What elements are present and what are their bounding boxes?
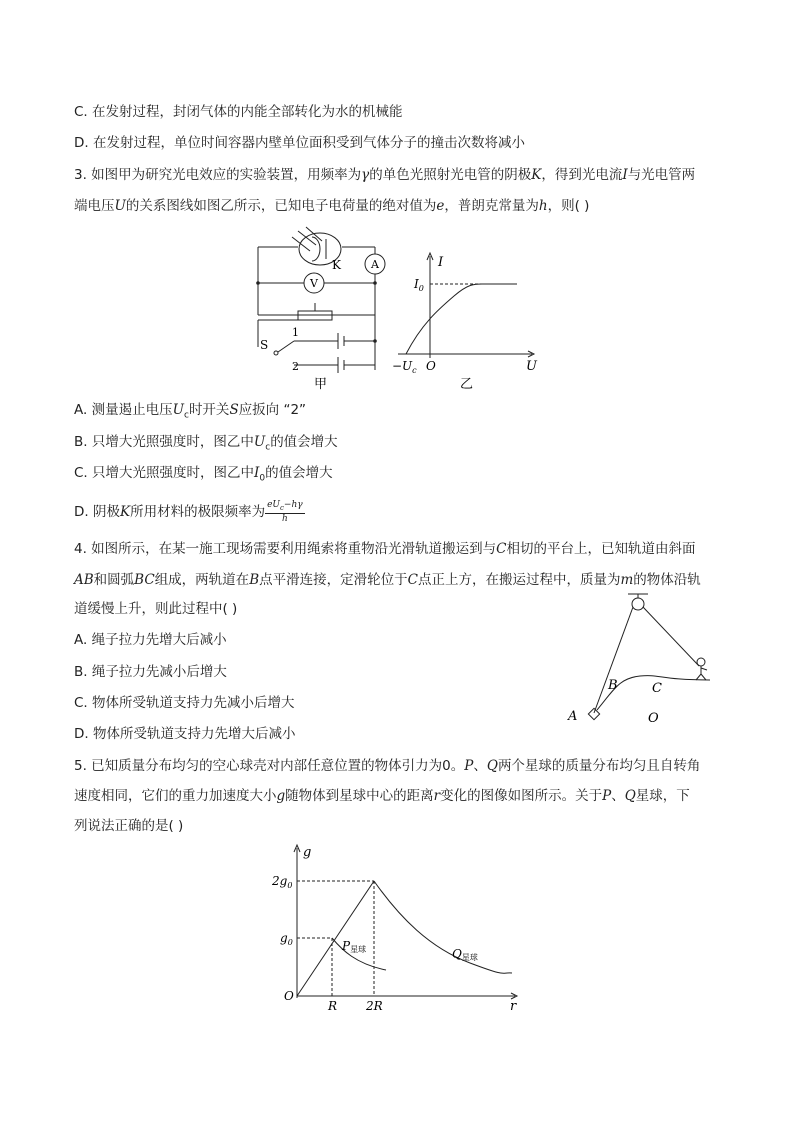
neg-uc-main: −U — [392, 359, 413, 373]
label-switch: S — [260, 338, 269, 352]
symbol: B — [249, 572, 260, 588]
q2-option-c — [74, 102, 403, 122]
text: D. 阴极 — [74, 503, 120, 520]
2g0-sub: 0 — [287, 881, 293, 890]
symbol: P — [602, 788, 612, 804]
label-c: C — [652, 681, 662, 696]
label-ammeter: A — [371, 258, 379, 271]
symbol: h — [538, 198, 548, 214]
label-neg-uc — [392, 359, 417, 375]
symbol: U — [114, 198, 126, 214]
q4-option-b — [74, 662, 227, 682]
neg-uc-sub: c — [412, 366, 417, 375]
symbol: Q — [486, 758, 498, 774]
num-sub: c — [280, 503, 284, 512]
rope-right — [643, 607, 699, 666]
numerator — [265, 500, 305, 514]
text: 的关系图线如图乙所示，已知电子电荷量的绝对值为 — [125, 198, 437, 214]
q3-option-d — [74, 500, 305, 524]
text: 组成，两轨道在 — [154, 572, 250, 588]
q3-option-b — [74, 432, 338, 458]
q3-option-c — [74, 463, 333, 489]
q-sub: 星球 — [461, 953, 478, 962]
text: 的单色光照射光电管的阴极 — [369, 167, 532, 183]
symbol: r — [433, 788, 441, 804]
symbol: I — [254, 465, 260, 481]
num-main: eU — [267, 500, 280, 510]
q5-stem-line3 — [74, 816, 183, 836]
symbol: e — [436, 198, 445, 214]
num-tail: −hγ — [283, 500, 303, 510]
text: 所用材料的极限频率为 — [130, 503, 266, 520]
symbol: U — [253, 434, 266, 450]
text: ，得到光电流 — [541, 167, 623, 183]
q5-stem-line2 — [74, 786, 690, 806]
i0-sub: 0 — [418, 284, 424, 293]
q3-option-a — [74, 400, 306, 426]
text: 和圆弧 — [93, 572, 135, 588]
q2-option-d — [74, 133, 525, 153]
text: 的物体沿轨 — [633, 572, 701, 588]
caption-jia: 甲 — [314, 377, 328, 392]
text: 星球，下 — [635, 788, 690, 804]
text: A. 测量遏止电压 — [74, 402, 173, 418]
label-position-1: 1 — [292, 326, 299, 339]
q4-stem-line3 — [74, 599, 237, 619]
symbol: S — [229, 402, 239, 418]
text: 的值会增大 — [270, 434, 338, 450]
q3-circuit-figure — [250, 225, 390, 395]
label-b: B — [608, 678, 618, 693]
text: 两个星球的质量分布均匀且自转角 — [497, 758, 701, 774]
label-g: g — [303, 845, 312, 860]
label-voltmeter: V — [310, 277, 318, 290]
q4-stem-line2 — [74, 570, 701, 590]
text: B. 绳子拉力先减小后增大 — [74, 664, 227, 680]
label-r-axis: r — [510, 999, 517, 1013]
text: 列说法正确的是( ) — [74, 818, 184, 834]
label-p-star — [341, 939, 366, 954]
text: 时开关 — [188, 402, 230, 418]
symbol: I — [622, 167, 628, 183]
q4-option-d — [74, 724, 295, 744]
q4-stem-line1 — [74, 539, 696, 559]
junction — [256, 281, 260, 285]
symbol: γ — [361, 167, 370, 183]
text: 与光电管两 — [627, 167, 696, 183]
text: D. 物体所受轨道支持力先增大后减小 — [74, 726, 296, 742]
iu-curve — [406, 284, 517, 354]
q3-iu-graph — [392, 248, 552, 393]
label-origin: O — [284, 989, 294, 1003]
label-o: O — [648, 711, 659, 726]
p-decay-curve — [332, 938, 386, 970]
cathode — [312, 237, 320, 261]
symbol: C — [496, 541, 507, 557]
symbol: AB — [74, 572, 94, 588]
switch-pivot — [274, 351, 278, 355]
caption-yi: 乙 — [460, 377, 474, 392]
subscript: c — [265, 442, 271, 453]
text: 端电压 — [74, 198, 115, 214]
junction — [373, 281, 377, 285]
text: 变化的图像如图所示。关于 — [440, 788, 603, 804]
text: 点平滑连接，定滑轮位于 — [259, 572, 408, 588]
subscript: c — [183, 410, 189, 421]
light-ray — [292, 237, 310, 251]
text: 4. 如图所示，在某一施工现场需要利用绳索将重物沿光滑轨道搬运到与 — [74, 541, 497, 557]
q4-track-figure — [560, 588, 720, 728]
symbol: C — [407, 572, 418, 588]
text: ，则( ) — [547, 198, 590, 214]
text: 随物体到星球中心的距离 — [285, 788, 434, 804]
text: 3. 如图甲为研究光电效应的实验装置，用频率为 — [74, 167, 362, 183]
cutoff-frequency-fraction — [265, 500, 305, 524]
symbol: BC — [134, 572, 155, 588]
label-i0 — [413, 277, 424, 293]
pulley — [632, 598, 644, 610]
text: 应扳向 “2” — [238, 402, 307, 418]
text: ，普朗克常量为 — [444, 198, 539, 214]
label-2g0 — [271, 874, 292, 890]
object-block — [588, 708, 599, 719]
worker-arm — [701, 668, 707, 670]
label-r-value: R — [328, 999, 338, 1013]
text: C. 物体所受轨道支持力先减小后增大 — [74, 695, 295, 711]
label-position-2: 2 — [292, 360, 299, 373]
2g0-main: 2g — [272, 874, 288, 888]
switch-blade — [278, 341, 294, 352]
label-u: U — [526, 359, 537, 374]
text: B. 只增大光照强度时，图乙中 — [74, 434, 254, 450]
symbol: K — [531, 167, 542, 183]
denominator: h — [281, 513, 288, 524]
symbol: U — [172, 402, 184, 418]
text: A. 绳子拉力先增大后减小 — [74, 632, 227, 648]
label-g0 — [280, 931, 293, 947]
text: 的值会增大 — [265, 465, 333, 481]
q5-g-r-graph — [270, 838, 530, 1013]
symbol: m — [620, 572, 634, 588]
text: 相切的平台上，已知轨道由斜面 — [506, 541, 696, 557]
p-sub: 星球 — [350, 945, 367, 954]
subscript: 0 — [259, 473, 266, 484]
q-decay-curve — [374, 881, 512, 973]
text: 速度相同，它们的重力加速度大小 — [74, 788, 277, 804]
label-q-star — [452, 947, 478, 962]
i0-main: I — [414, 277, 419, 291]
label-origin: O — [426, 359, 436, 373]
q2-option-d-text: D. 在发射过程，单位时间容器内壁单位面积受到气体分子的撞击次数将减小 — [74, 135, 525, 151]
text: 点正上方，在搬运过程中，质量为 — [417, 572, 621, 588]
label-2r-value: 2R — [366, 999, 383, 1013]
label-i: I — [438, 255, 444, 270]
q3-stem-line2 — [74, 196, 589, 216]
text: 道缓慢上升，则此过程中( ) — [74, 601, 238, 617]
junction — [373, 339, 377, 343]
p-main: P — [342, 939, 351, 953]
label-a: A — [568, 709, 578, 724]
g0-sub: 0 — [287, 938, 293, 947]
text: 5. 已知质量分布均匀的空心球壳对内部任意位置的物体引力为0。 — [74, 758, 465, 774]
label-k: K — [332, 258, 341, 272]
text: C. 只增大光照强度时，图乙中 — [74, 465, 255, 481]
g0-main: g — [280, 931, 288, 945]
q-main: Q — [452, 947, 462, 961]
symbol: P — [464, 758, 474, 774]
q5-stem-line1 — [74, 756, 700, 776]
symbol: Q — [624, 788, 636, 804]
worker-leg — [696, 674, 701, 680]
text: 、 — [611, 788, 625, 804]
q2-option-c-text: C. 在发射过程，封闭气体的内能全部转化为水的机械能 — [74, 104, 403, 120]
q4-option-a — [74, 630, 227, 650]
rope-left — [594, 607, 633, 713]
symbol: K — [119, 503, 131, 520]
symbol: g — [276, 788, 286, 804]
worker-leg — [701, 674, 706, 680]
q3-stem-line1 — [74, 165, 695, 185]
worker-head — [697, 658, 705, 666]
text: 、 — [473, 758, 487, 774]
q4-option-c — [74, 693, 295, 713]
